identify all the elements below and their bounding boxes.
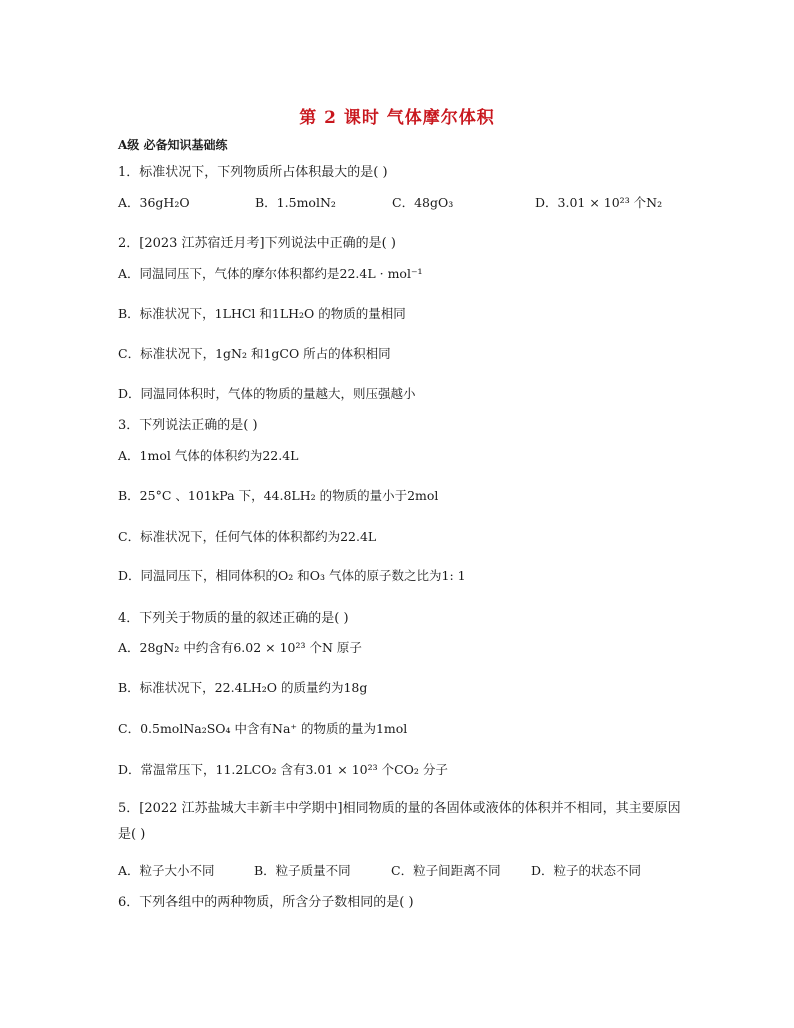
question-4-stem: 4．下列关于物质的量的叙述正确的是( ) — [118, 611, 349, 626]
question-2-option-a: A．同温同压下，气体的摩尔体积都约是22.4L · mol⁻¹ — [118, 266, 423, 281]
question-3-option-b: B．25°C 、101kPa 下，44.8LH₂ 的物质的量小于2mol — [118, 488, 439, 503]
question-1-stem: 1．标准状况下，下列物质所占体积最大的是( ) — [118, 165, 388, 180]
question-3-stem: 3．下列说法正确的是( ) — [118, 418, 258, 433]
question-3-option-c: C．标准状况下，任何气体的体积都约为22.4L — [118, 529, 377, 544]
question-4-option-d: D．常温常压下，11.2LCO₂ 含有3.01 × 10²³ 个CO₂ 分子 — [118, 762, 448, 777]
question-5-option-a: A．粒子大小不同 — [118, 863, 215, 878]
question-2-option-b: B．标准状况下，1LHCl 和1LH₂O 的物质的量相同 — [118, 306, 406, 321]
question-2-option-d: D．同温同体积时，气体的物质的量越大，则压强越小 — [118, 386, 416, 401]
question-5-option-b: B．粒子质量不同 — [254, 863, 351, 878]
question-5-option-d: D．粒子的状态不同 — [531, 863, 642, 878]
question-1-option-c: C．48gO₃ — [392, 195, 454, 210]
question-4-option-b: B．标准状况下，22.4LH₂O 的质量约为18g — [118, 680, 368, 695]
section-heading: A级 必备知识基础练 — [118, 138, 228, 152]
question-1-option-a: A．36gH₂O — [118, 195, 190, 210]
question-3-option-a: A．1mol 气体的体积约为22.4L — [118, 448, 299, 463]
question-6-stem: 6．下列各组中的两种物质，所含分子数相同的是( ) — [118, 895, 414, 910]
lesson-title: 第 2 课时 气体摩尔体积 — [299, 108, 495, 128]
question-1-option-b: B．1.5molN₂ — [255, 195, 336, 210]
question-3-option-d: D．同温同压下，相同体积的O₂ 和O₃ 气体的原子数之比为1: 1 — [118, 568, 466, 583]
question-4-option-c: C．0.5molNa₂SO₄ 中含有Na⁺ 的物质的量为1mol — [118, 721, 408, 736]
question-5-option-c: C．粒子间距离不同 — [391, 863, 501, 878]
question-2-stem: 2．[2023 江苏宿迁月考]下列说法中正确的是( ) — [118, 236, 396, 251]
question-2-option-c: C．标准状况下，1gN₂ 和1gCO 所占的体积相同 — [118, 346, 391, 361]
question-4-option-a: A．28gN₂ 中约含有6.02 × 10²³ 个N 原子 — [118, 640, 362, 655]
question-5-stem: 5．[2022 江苏盐城大丰新丰中学期中]相同物质的量的各固体或液体的体积并不相同，其主要原因是( ) — [118, 801, 681, 842]
question-1-option-d: D．3.01 × 10²³ 个N₂ — [535, 195, 663, 210]
